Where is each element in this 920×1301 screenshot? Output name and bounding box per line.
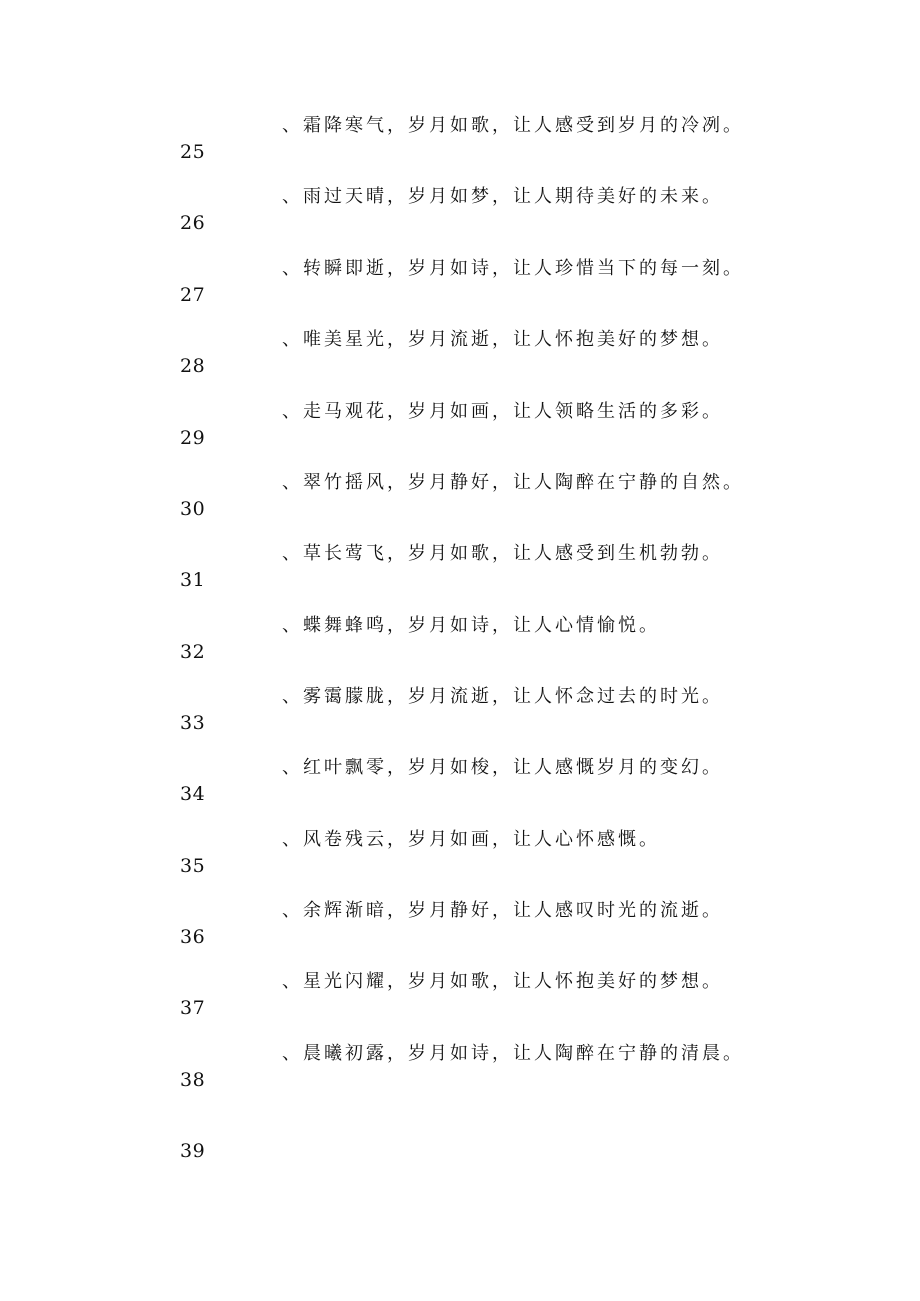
entry-text: 、翠竹摇风，岁月静好，让人陶醉在宁静的自然。 [282,472,744,493]
list-item [0,185,920,256]
list-item [0,328,920,399]
list-item [0,1113,920,1184]
entry-text: 、星光闪耀，岁月如歌，让人怀抱美好的梦想。 [282,971,723,992]
entry-number: 37 [180,997,206,1019]
list-item [0,471,920,542]
entry-number: 29 [180,427,206,449]
entry-number: 32 [180,641,206,663]
entry-number: 38 [180,1069,206,1091]
trailing-entry-number: 39 [180,1140,206,1162]
list-item [0,257,920,328]
entry-number: 28 [180,355,206,377]
entry-text: 、雾霭朦胧，岁月流逝，让人怀念过去的时光。 [282,686,723,707]
entry-text: 、走马观花，岁月如画，让人领略生活的多彩。 [282,401,723,422]
list-item [0,542,920,613]
entry-text: 、唯美星光，岁月流逝，让人怀抱美好的梦想。 [282,329,723,350]
entry-number: 30 [180,498,206,520]
entry-text: 、余辉渐暗，岁月静好，让人感叹时光的流逝。 [282,900,723,921]
list-item [0,970,920,1041]
list-item [0,685,920,756]
entry-number: 31 [180,569,206,591]
entry-text: 、雨过天晴，岁月如梦，让人期待美好的未来。 [282,186,723,207]
list-item [0,614,920,685]
entry-text: 、霜降寒气，岁月如歌，让人感受到岁月的冷冽。 [282,115,744,136]
list-item [0,828,920,899]
entry-text: 、晨曦初露，岁月如诗，让人陶醉在宁静的清晨。 [282,1043,744,1064]
entry-text: 、蝶舞蜂鸣，岁月如诗，让人心情愉悦。 [282,615,660,636]
entry-number: 33 [180,712,206,734]
entry-number: 35 [180,855,206,877]
entry-text: 、草长莺飞，岁月如歌，让人感受到生机勃勃。 [282,543,723,564]
list-item [0,400,920,471]
list-item [0,114,920,185]
entry-text: 、转瞬即逝，岁月如诗，让人珍惜当下的每一刻。 [282,258,744,279]
list-item [0,1042,920,1113]
entry-text: 、风卷残云，岁月如画，让人心怀感慨。 [282,829,660,850]
entry-number: 36 [180,926,206,948]
entry-text: 、红叶飘零，岁月如梭，让人感慨岁月的变幻。 [282,757,723,778]
entry-number: 27 [180,284,206,306]
entry-number: 26 [180,212,206,234]
list-item [0,899,920,970]
entry-number: 34 [180,783,206,805]
entry-number: 25 [180,141,206,163]
list-item [0,756,920,827]
